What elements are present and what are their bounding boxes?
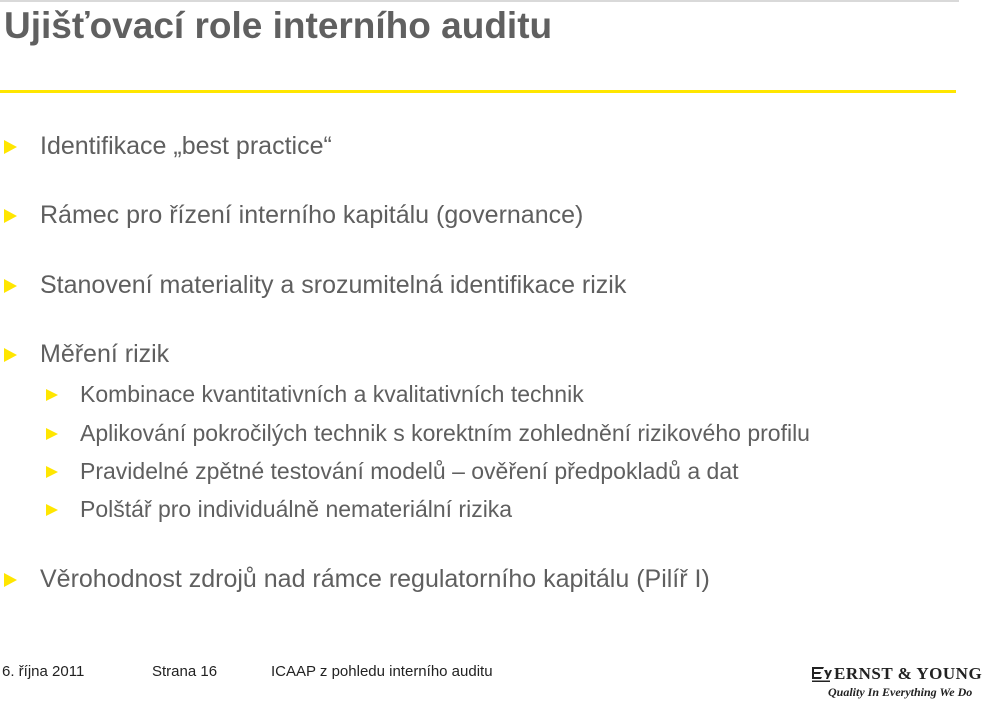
top-border — [0, 0, 959, 2]
bullet-arrow-icon — [46, 466, 58, 478]
ernst-young-logo — [808, 664, 982, 700]
bullet-text: Rámec pro řízení interního kapitálu (governance) — [40, 201, 584, 229]
bullet-item — [4, 271, 626, 300]
logo-brand-text: ERNST & YOUNG — [834, 664, 982, 683]
ey-logo-icon — [810, 665, 832, 683]
bullet-arrow-icon — [4, 279, 17, 293]
bullet-arrow-icon — [4, 348, 17, 362]
sub-bullet-item — [46, 458, 739, 485]
bullet-text: Identifikace „best practice“ — [40, 132, 332, 160]
sub-bullet-text: Polštář pro individuálně nemateriální rizika — [80, 496, 513, 522]
sub-bullet-text: Pravidelné zpětné testování modelů – ověření předpokladů a dat — [80, 458, 739, 484]
bullet-item — [4, 565, 710, 594]
bullet-item — [4, 132, 332, 161]
bullet-arrow-icon — [46, 389, 58, 401]
footer-presentation-title: ICAAP z pohledu interního auditu — [271, 663, 493, 680]
footer-page-number: Strana 16 — [152, 663, 218, 680]
bullet-arrow-icon — [4, 573, 17, 587]
bullet-item — [4, 340, 169, 369]
logo-tagline: Quality In Everything We Do — [828, 685, 973, 699]
sub-bullet-item — [46, 420, 810, 447]
sub-bullet-item — [46, 381, 584, 408]
bullet-arrow-icon — [46, 504, 58, 516]
footer-date: 6. října 2011 — [2, 663, 85, 680]
bullet-text: Věrohodnost zdrojů nad rámce regulatorního kapitálu (Pilíř I) — [40, 565, 710, 593]
slide-title: Ujišťovací role interního auditu — [4, 5, 553, 46]
bullet-arrow-icon — [4, 140, 17, 154]
bullet-item — [4, 201, 583, 230]
sub-bullet-text: Kombinace kvantitativních a kvalitativních technik — [80, 381, 584, 407]
bullet-arrow-icon — [4, 209, 17, 223]
sub-bullet-item — [46, 496, 512, 523]
bullet-text: Měření rizik — [40, 340, 170, 368]
sub-bullet-text: Aplikování pokročilých technik s korektním zohlednění rizikového profilu — [80, 420, 810, 446]
bullet-text: Stanovení materiality a srozumitelná identifikace rizik — [40, 271, 627, 299]
bullet-arrow-icon — [46, 428, 58, 440]
title-underline — [0, 90, 956, 93]
